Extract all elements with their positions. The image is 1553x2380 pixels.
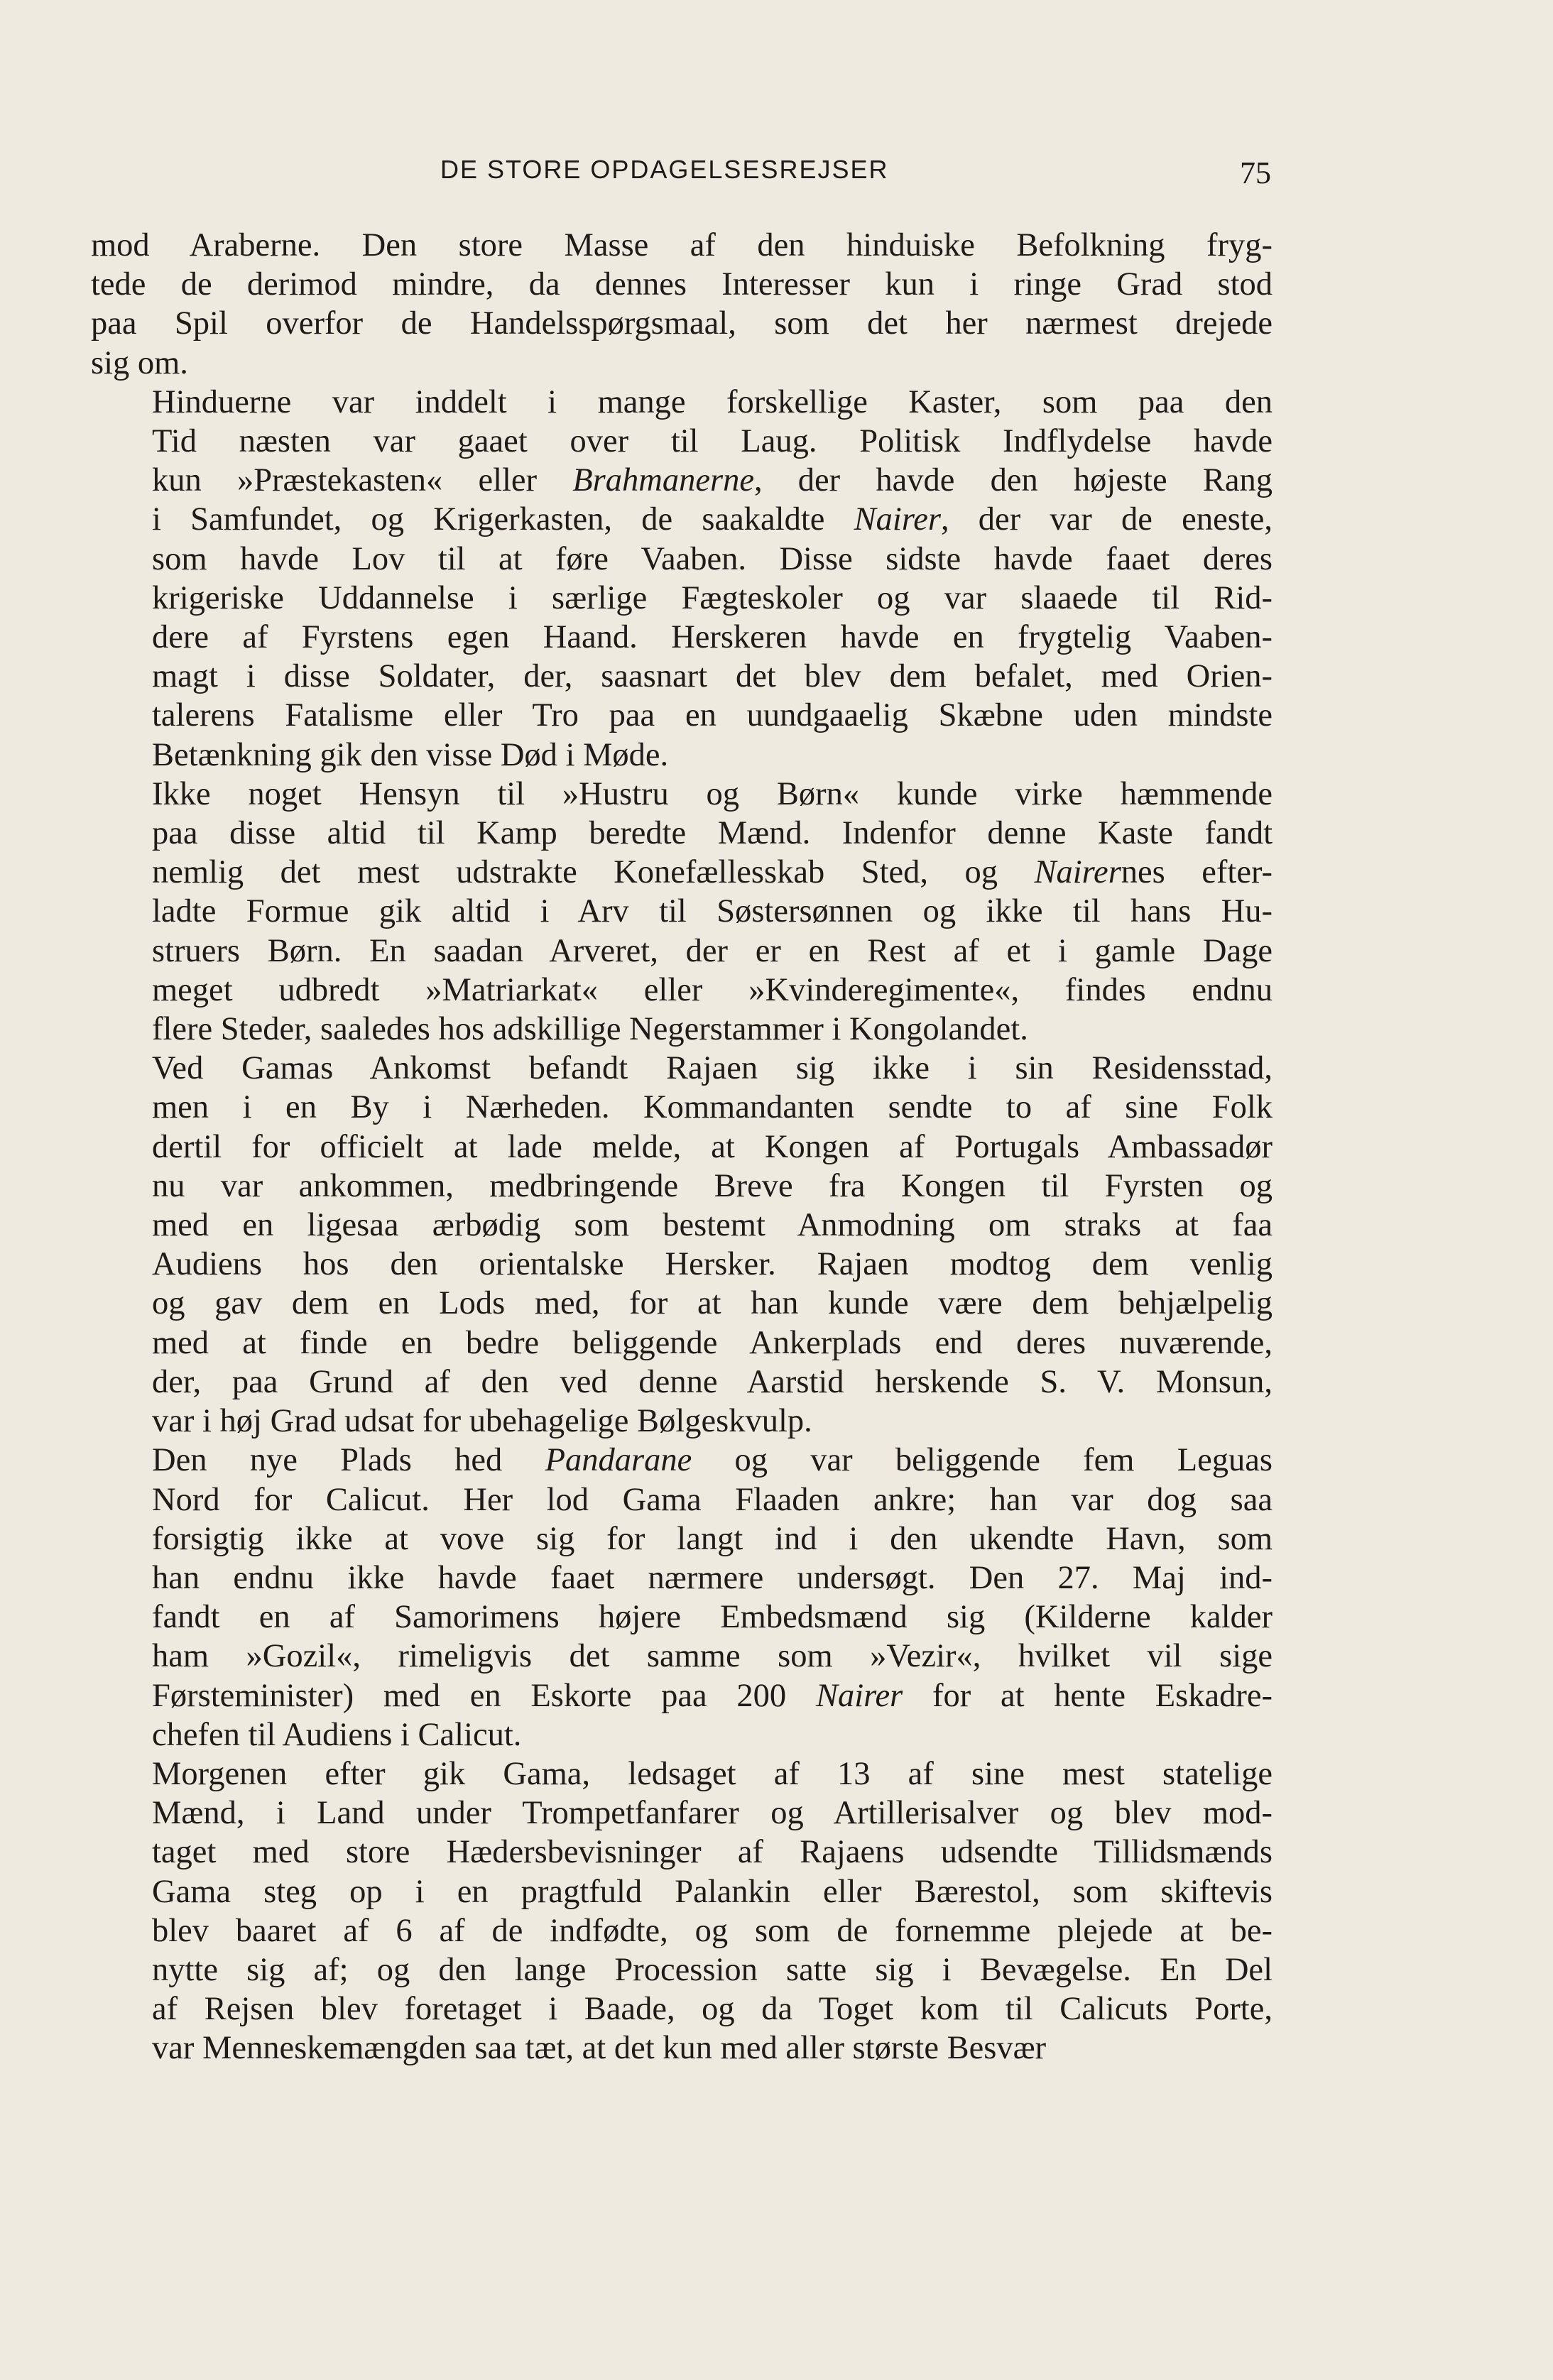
text-line: Hinduerne var inddelt i mange forskellige Kaster, som paa den bbox=[152, 383, 1273, 420]
text-line: Den nye Plads hed Pandarane og var beliggende fem Leguas bbox=[152, 1442, 1273, 1479]
text-line: var Menneskemængden saa tæt, at det kun med aller største Besvær bbox=[152, 2030, 1047, 2067]
paragraph bbox=[91, 775, 1273, 1049]
text-line: fandt en af Samorimens højere Embedsmænd sig (Kilderne kalder bbox=[152, 1599, 1273, 1636]
text-line: flere Steder, saaledes hos adskillige Negerstammer i Kongolandet. bbox=[152, 1011, 1028, 1048]
paragraph bbox=[91, 1754, 1273, 2068]
text-line: krigeriske Uddannelse i særlige Fægteskoler og var slaaede til Rid- bbox=[152, 579, 1273, 616]
text-line: tede de derimod mindre, da dennes Interesser kun i ringe Grad stod bbox=[91, 266, 1273, 303]
text-line: Betænkning gik den visse Død i Møde. bbox=[152, 736, 669, 773]
running-title: DE STORE OPDAGELSESREJSER bbox=[440, 155, 889, 184]
page-number: 75 bbox=[1240, 155, 1271, 190]
text-line: som havde Lov til at føre Vaaben. Disse sidste havde faaet deres bbox=[152, 540, 1273, 577]
text-line: med en ligesaa ærbødig som bestemt Anmodning om straks at faa bbox=[152, 1207, 1273, 1244]
text-line: og gav dem en Lods med, for at han kunde være dem behjælpelig bbox=[152, 1285, 1273, 1322]
text-line: Morgenen efter gik Gama, ledsaget af 13 af sine mest statelige bbox=[152, 1755, 1273, 1792]
text-line: Ikke noget Hensyn til »Hustru og Børn« kunde virke hæmmende bbox=[152, 775, 1273, 812]
text-line: Nord for Calicut. Her lod Gama Flaaden ankre; han var dog saa bbox=[152, 1481, 1273, 1518]
text-line: han endnu ikke havde faaet nærmere undersøgt. Den 27. Maj ind- bbox=[152, 1559, 1273, 1596]
text-line: mod Araberne. Den store Masse af den hinduiske Befolkning fryg- bbox=[91, 227, 1273, 263]
text-line: der, paa Grund af den ved denne Aarstid herskende S. V. Monsun, bbox=[152, 1363, 1273, 1400]
page-header bbox=[92, 155, 1271, 197]
text-line: struers Børn. En saadan Arveret, der er en Rest af et i gamle Dage bbox=[152, 932, 1273, 969]
text-line: men i en By i Nærheden. Kommandanten sendte to af sine Folk bbox=[152, 1089, 1273, 1126]
paragraph bbox=[91, 1049, 1273, 1441]
text-line: nytte sig af; og den lange Procession satte sig i Bevægelse. En Del bbox=[152, 1951, 1273, 1988]
text-line: Ved Gamas Ankomst befandt Rajaen sig ikke i sin Residensstad, bbox=[152, 1050, 1273, 1087]
text-line: magt i disse Soldater, der, saasnart det blev dem befalet, med Orien- bbox=[152, 658, 1273, 695]
text-line: kun »Præstekasten« eller Brahmanerne, der havde den højeste Rang bbox=[152, 462, 1273, 499]
text-line: paa disse altid til Kamp beredte Mænd. Indenfor denne Kaste fandt bbox=[152, 815, 1273, 852]
text-line: Mænd, i Land under Trompetfanfarer og Artillerisalver og blev mod- bbox=[152, 1795, 1273, 1832]
text-line: med at finde en bedre beliggende Ankerplads end deres nuværende, bbox=[152, 1324, 1273, 1361]
paragraph bbox=[91, 1441, 1273, 1754]
text-line: i Samfundet, og Krigerkasten, de saakaldte Nairer, der var de eneste, bbox=[152, 501, 1273, 538]
text-line: Audiens hos den orientalske Hersker. Rajaen modtog dem venlig bbox=[152, 1246, 1273, 1283]
text-line: paa Spil overfor de Handelsspørgsmaal, som det her nærmest drejede bbox=[91, 305, 1273, 342]
text-line: meget udbredt »Matriarkat« eller »Kvinderegimente«, findes endnu bbox=[152, 971, 1273, 1008]
text-line: forsigtig ikke at vove sig for langt ind i den ukendte Havn, som bbox=[152, 1520, 1273, 1557]
text-line: Førsteminister) med en Eskorte paa 200 Nairer for at hente Eskadre- bbox=[152, 1677, 1273, 1714]
text-line: chefen til Audiens i Calicut. bbox=[152, 1716, 522, 1753]
text-line: talerens Fatalisme eller Tro paa en uundgaaelig Skæbne uden mindste bbox=[152, 697, 1273, 734]
text-line: dertil for officielt at lade melde, at Kongen af Portugals Ambassadør bbox=[152, 1128, 1273, 1165]
text-line: nemlig det mest udstrakte Konefællesskab Sted, og Nairernes efter- bbox=[152, 854, 1273, 891]
paragraph bbox=[91, 383, 1273, 775]
text-line: ladte Formue gik altid i Arv til Søstersønnen og ikke til hans Hu- bbox=[152, 893, 1273, 930]
body-text bbox=[91, 226, 1273, 2068]
text-line: taget med store Hædersbevisninger af Rajaens udsendte Tillidsmænds bbox=[152, 1834, 1273, 1871]
text-line: sig om. bbox=[91, 344, 188, 381]
text-line: ham »Gozil«, rimeligvis det samme som »Vezir«, hvilket vil sige bbox=[152, 1638, 1273, 1675]
text-line: Gama steg op i en pragtfuld Palankin eller Bærestol, som skiftevis bbox=[152, 1873, 1273, 1910]
text-line: dere af Fyrstens egen Haand. Herskeren havde en frygtelig Vaaben- bbox=[152, 619, 1273, 656]
text-line: var i høj Grad udsat for ubehagelige Bølgeskvulp. bbox=[152, 1403, 812, 1440]
text-line: nu var ankommen, medbringende Breve fra Kongen til Fyrsten og bbox=[152, 1167, 1273, 1204]
text-line: blev baaret af 6 af de indfødte, og som de fornemme plejede at be- bbox=[152, 1912, 1273, 1949]
paragraph bbox=[91, 226, 1273, 383]
text-line: Tid næsten var gaaet over til Laug. Politisk Indflydelse havde bbox=[152, 423, 1273, 460]
text-line: af Rejsen blev foretaget i Baade, og da Toget kom til Calicuts Porte, bbox=[152, 1991, 1273, 2028]
